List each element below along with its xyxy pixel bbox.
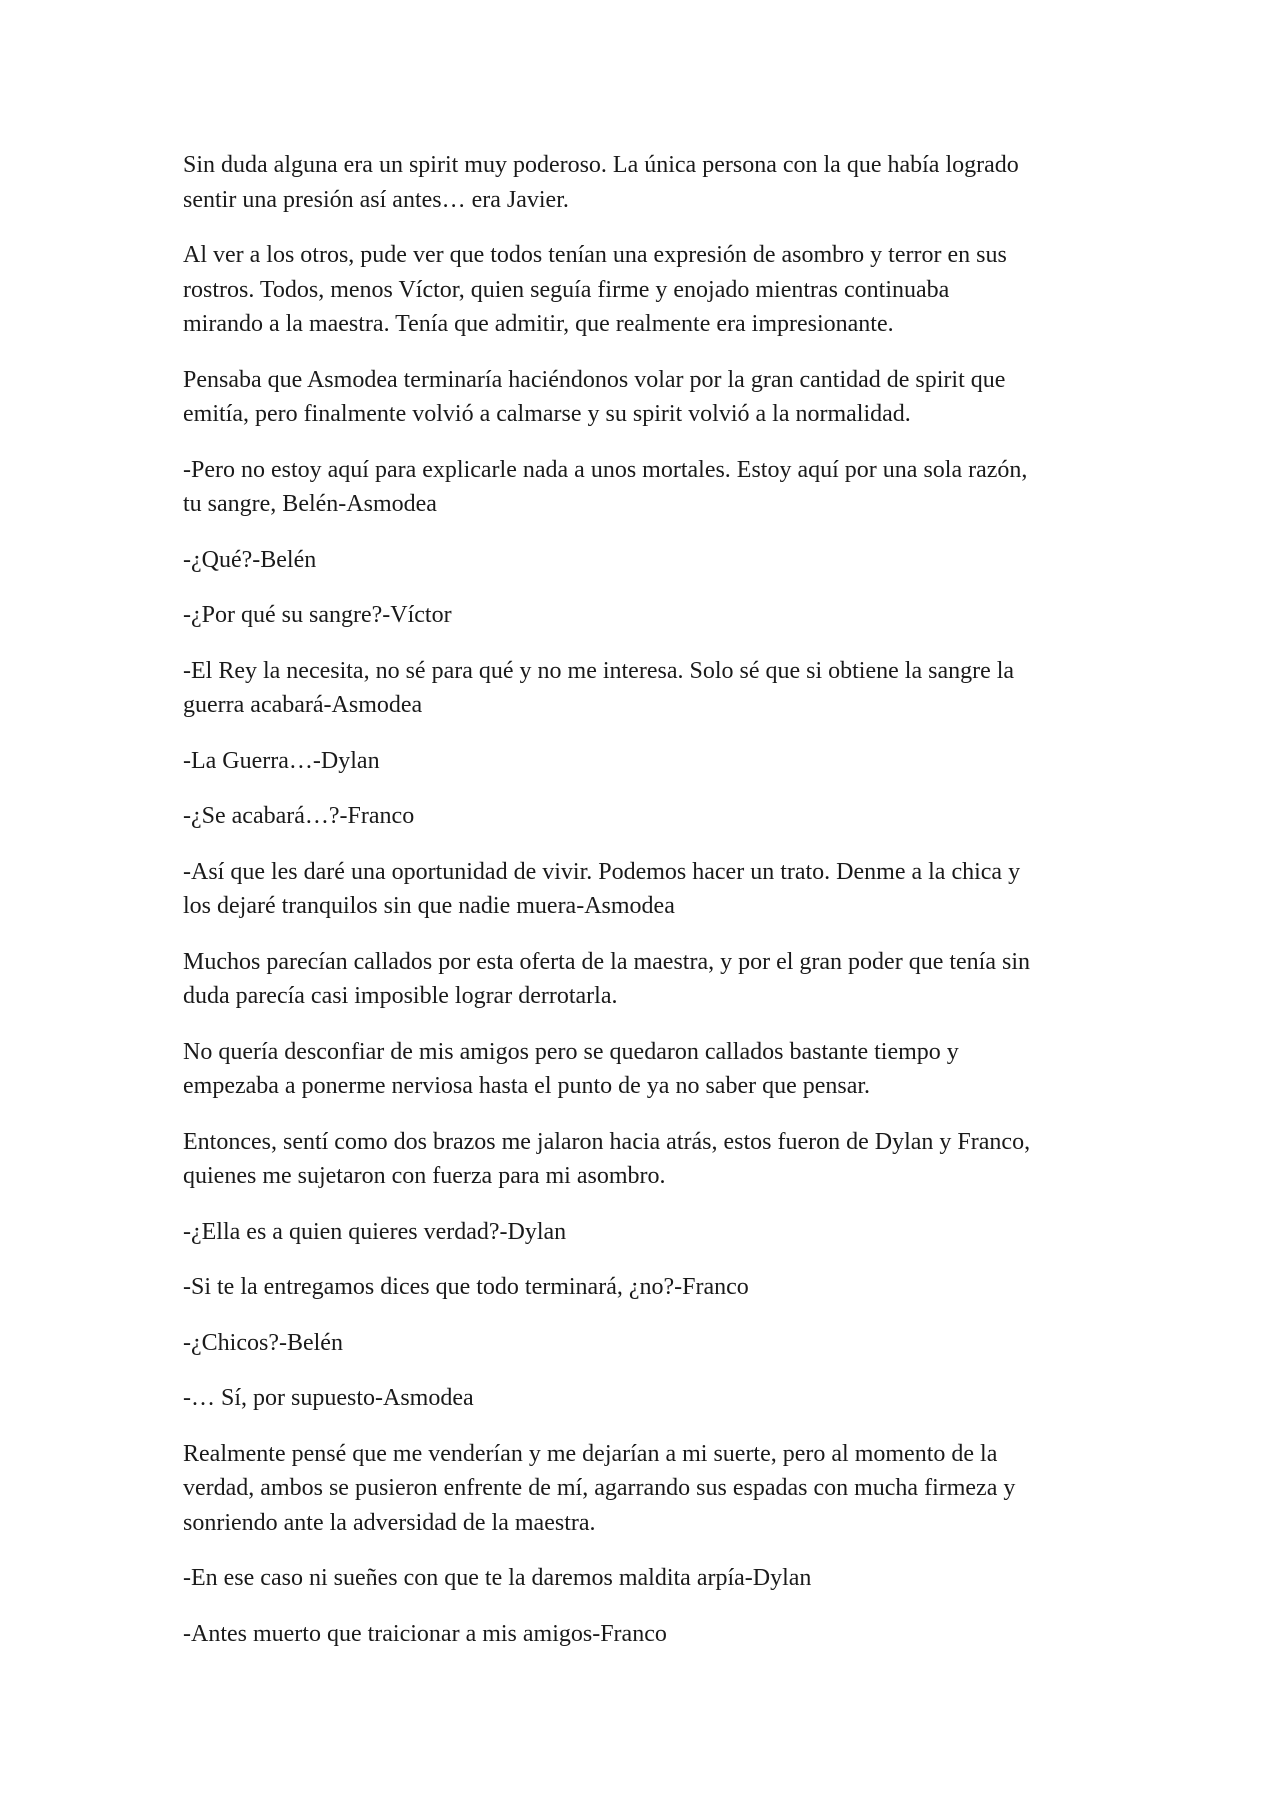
paragraph-5: -¿Qué?-Belén [183, 546, 317, 573]
paragraph-19: -En ese caso ni sueñes con que te la daremos maldita arpía-Dylan [183, 1565, 812, 1591]
paragraph-17: -… Sí, por supuesto-Asmodea [183, 1385, 474, 1411]
paragraph-6: -¿Por qué su sangre?-Víctor [183, 602, 452, 628]
paragraph-15: -Si te la entregamos dices que todo terminará, ¿no?-Franco [183, 1274, 749, 1300]
paragraph-18: Realmente pensé que me venderían y me dejarían a mi suerte, pero al momento de la verdad, ambos se pusieron enfrente de mí, agarrando sus espadas con mucha firmeza y sonriendo ante la adversidad de la maestra. [183, 1440, 1016, 1536]
paragraph-1: Sin duda alguna era un spirit muy poderoso. La única persona con la que había logrado sentir una presión así antes… era Javier. [183, 152, 1019, 213]
paragraph-10: -Así que les daré una oportunidad de vivir. Podemos hacer un trato. Denme a la chica y los dejaré tranquilos sin que nadie muera-Asmodea [183, 858, 1021, 919]
paragraph-3: Pensaba que Asmodea terminaría haciéndonos volar por la gran cantidad de spirit que emitía, pero finalmente volvió a calmarse y su spirit volvió a la normalidad. [183, 366, 1006, 427]
paragraph-14: -¿Ella es a quien quieres verdad?-Dylan [183, 1218, 567, 1245]
paragraph-7: -El Rey la necesita, no sé para qué y no me interesa. Solo sé que si obtiene la sangre la guerra acabará-Asmodea [183, 657, 1015, 718]
paragraph-2: Al ver a los otros, pude ver que todos tenían una expresión de asombro y terror en sus rostros. Todos, menos Víctor, quien seguía firme y enojado mientras continuaba mirando a la maestra. Tenía que admitir, que realmente era impresionante. [183, 242, 1007, 337]
paragraph-16: -¿Chicos?-Belén [183, 1329, 343, 1356]
paragraph-8: -La Guerra…-Dylan [183, 747, 380, 774]
document-body [183, 148, 1103, 1672]
paragraph-9: -¿Se acabará…?-Franco [183, 803, 415, 829]
paragraph-4: -Pero no estoy aquí para explicarle nada a unos mortales. Estoy aquí por una sola razón, tu sangre, Belén-Asmodea [183, 456, 1028, 517]
paragraph-13: Entonces, sentí como dos brazos me jalaron hacia atrás, estos fueron de Dylan y Franco, quienes me sujetaron con fuerza para mi asombro. [183, 1128, 1031, 1189]
paragraph-12: No quería desconfiar de mis amigos pero se quedaron callados bastante tiempo y empezaba a ponerme nerviosa hasta el punto de ya no saber que pensar. [183, 1038, 959, 1099]
paragraph-11: Muchos parecían callados por esta oferta de la maestra, y por el gran poder que tenía sin duda parecía casi imposible lograr derrotarla. [183, 948, 1030, 1009]
paragraph-20: -Antes muerto que traicionar a mis amigos-Franco [183, 1620, 667, 1647]
